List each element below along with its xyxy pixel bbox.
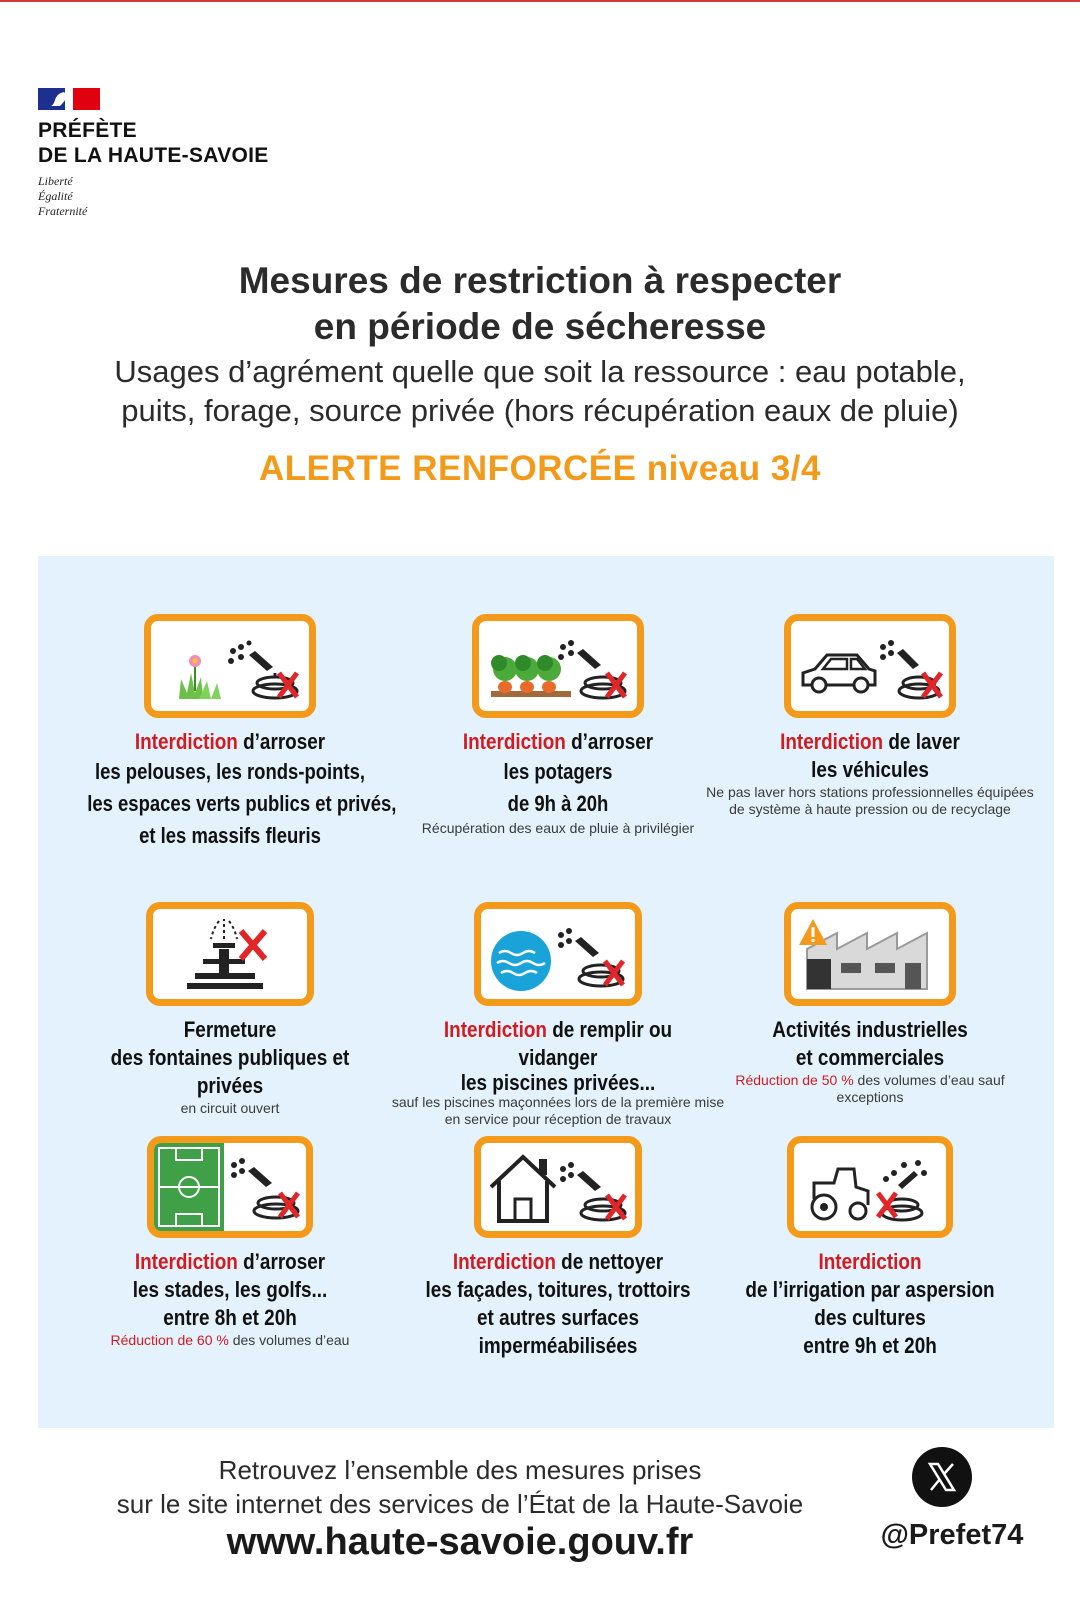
measure-heading (84, 1248, 376, 1276)
measure-line-1: les piscines privées... (460, 1070, 656, 1095)
measure-line-3: et les massifs fleuris (139, 823, 321, 848)
interdiction-label: Interdiction (780, 729, 884, 754)
marianne-icon (50, 91, 70, 107)
measure-line-1: les façades, toitures, trottoirs (425, 1277, 691, 1302)
measure-card-stadiums (60, 1136, 400, 1349)
measure-note: en circuit ouvert (180, 1100, 280, 1116)
measure-line-1: les potagers (503, 759, 613, 784)
measure-line-3: entre 9h et 20h (803, 1333, 937, 1358)
interdiction-label: Interdiction (443, 1017, 547, 1042)
reduction-label: Réduction de 50 % (735, 1072, 854, 1088)
measures-panel (38, 556, 1054, 1428)
measure-note: Ne pas laver hors stations professionnelles équipées de système à haute pression ou de recyclage (706, 784, 1034, 817)
measure-line-1: des fontaines publiques et privées (110, 1045, 350, 1098)
prefecture-name (38, 118, 358, 168)
measure-heading: Activités industrielles (772, 1017, 968, 1042)
measure-action: d’arroser (243, 1249, 326, 1274)
footer-line-2: sur le site internet des services de l’État de la Haute-Savoie (116, 1489, 804, 1519)
measure-note (700, 1072, 1040, 1106)
title-line-1: Mesures de restriction à respecter (238, 260, 842, 301)
football-pitch-icon (147, 1136, 313, 1238)
measure-heading (412, 1248, 704, 1276)
french-flag-icon (38, 88, 100, 110)
measure-heading: Fermeture (183, 1017, 277, 1042)
measure-heading (412, 1016, 704, 1072)
measure-action: d’arroser (571, 729, 654, 754)
interdiction-label: Interdiction (452, 1249, 556, 1274)
measure-line-1: les véhicules (811, 757, 929, 782)
page-title (40, 258, 1040, 350)
measure-card-fountains (60, 902, 400, 1117)
house-cleaning-icon (474, 1136, 642, 1238)
measure-line-2: entre 8h et 20h (163, 1305, 297, 1330)
measure-note: Récupération des eaux de pluie à privilégier (421, 820, 695, 836)
subtitle-line-2: puits, forage, source privée (hors récupération eaux de pluie) (121, 393, 959, 428)
note-text: des volumes d’eau sauf exceptions (836, 1072, 1005, 1105)
footer-text (40, 1453, 880, 1521)
measure-line-1: et commerciales (795, 1045, 945, 1070)
factory-warning-icon (784, 902, 956, 1006)
social-handle[interactable]: @Prefet74 (880, 1519, 1024, 1551)
title-line-2: en période de sécheresse (313, 306, 767, 347)
measure-card-facades (388, 1136, 728, 1360)
website-link[interactable]: www.haute-savoie.gouv.fr (226, 1521, 694, 1563)
measure-card-pools (388, 902, 728, 1128)
reduction-label: Réduction de 60 % (110, 1332, 229, 1348)
interdiction-label: Interdiction (818, 1249, 922, 1274)
measure-card-vehicles (700, 614, 1040, 818)
interdiction-label: Interdiction (462, 729, 566, 754)
measure-line-1: les pelouses, les ronds-points, (94, 759, 366, 784)
measure-action: de remplir ou vidanger (518, 1017, 673, 1070)
measure-action: d’arroser (243, 729, 326, 754)
measure-line-2: et autres surfaces imperméabilisées (477, 1305, 639, 1358)
tractor-irrigation-icon (787, 1136, 953, 1238)
measure-line-2: de 9h à 20h (507, 791, 609, 816)
motto-liberte: Liberté (38, 174, 73, 188)
measure-card-vegetable-gardens (388, 614, 728, 837)
measure-card-industry (700, 902, 1040, 1106)
fountain-icon (146, 902, 314, 1006)
interdiction-label: Interdiction (134, 1249, 238, 1274)
republic-motto (38, 174, 358, 219)
swimming-pool-icon (474, 902, 642, 1006)
note-text: des volumes d’eau (228, 1332, 350, 1348)
measure-heading (724, 728, 1016, 756)
x-logo-icon[interactable] (912, 1447, 972, 1507)
subtitle-line-1: Usages d’agrément quelle que soit la ressource : eau potable, (114, 354, 966, 389)
prefecture-logo-block (38, 88, 358, 219)
prefecture-line-2: DE LA HAUTE-SAVOIE (38, 144, 269, 167)
alert-level: ALERTE RENFORCÉE niveau 3/4 (259, 449, 821, 488)
measure-line-2: des cultures (814, 1305, 926, 1330)
measure-heading (724, 1248, 1016, 1276)
measure-action: de nettoyer (561, 1249, 664, 1274)
measure-card-irrigation (700, 1136, 1040, 1360)
measure-note (60, 1332, 400, 1349)
measure-line-1: de l’irrigation par aspersion (745, 1277, 995, 1302)
measure-line-2: les espaces verts publics et privés, (87, 791, 397, 816)
car-wash-icon (784, 614, 956, 718)
flower-lawn-sprinkler-icon (144, 614, 316, 718)
measure-line-1: les stades, les golfs... (132, 1277, 328, 1302)
prefecture-line-1: PRÉFÈTE (38, 119, 137, 142)
top-rule (0, 0, 1080, 2)
measure-heading (84, 728, 376, 756)
motto-fraternite: Fraternité (38, 204, 88, 218)
page-subtitle (40, 352, 1040, 430)
measure-note: sauf les piscines maçonnées lors de la première mise en service pour réception de travaux (391, 1094, 725, 1127)
measure-heading (412, 728, 704, 756)
motto-egalite: Égalité (38, 189, 73, 203)
vegetable-garden-sprinkler-icon (472, 614, 644, 718)
measure-card-lawns (60, 614, 400, 852)
footer-line-1: Retrouvez l’ensemble des mesures prises (218, 1455, 702, 1485)
interdiction-label: Interdiction (134, 729, 238, 754)
measure-action: de laver (888, 729, 960, 754)
